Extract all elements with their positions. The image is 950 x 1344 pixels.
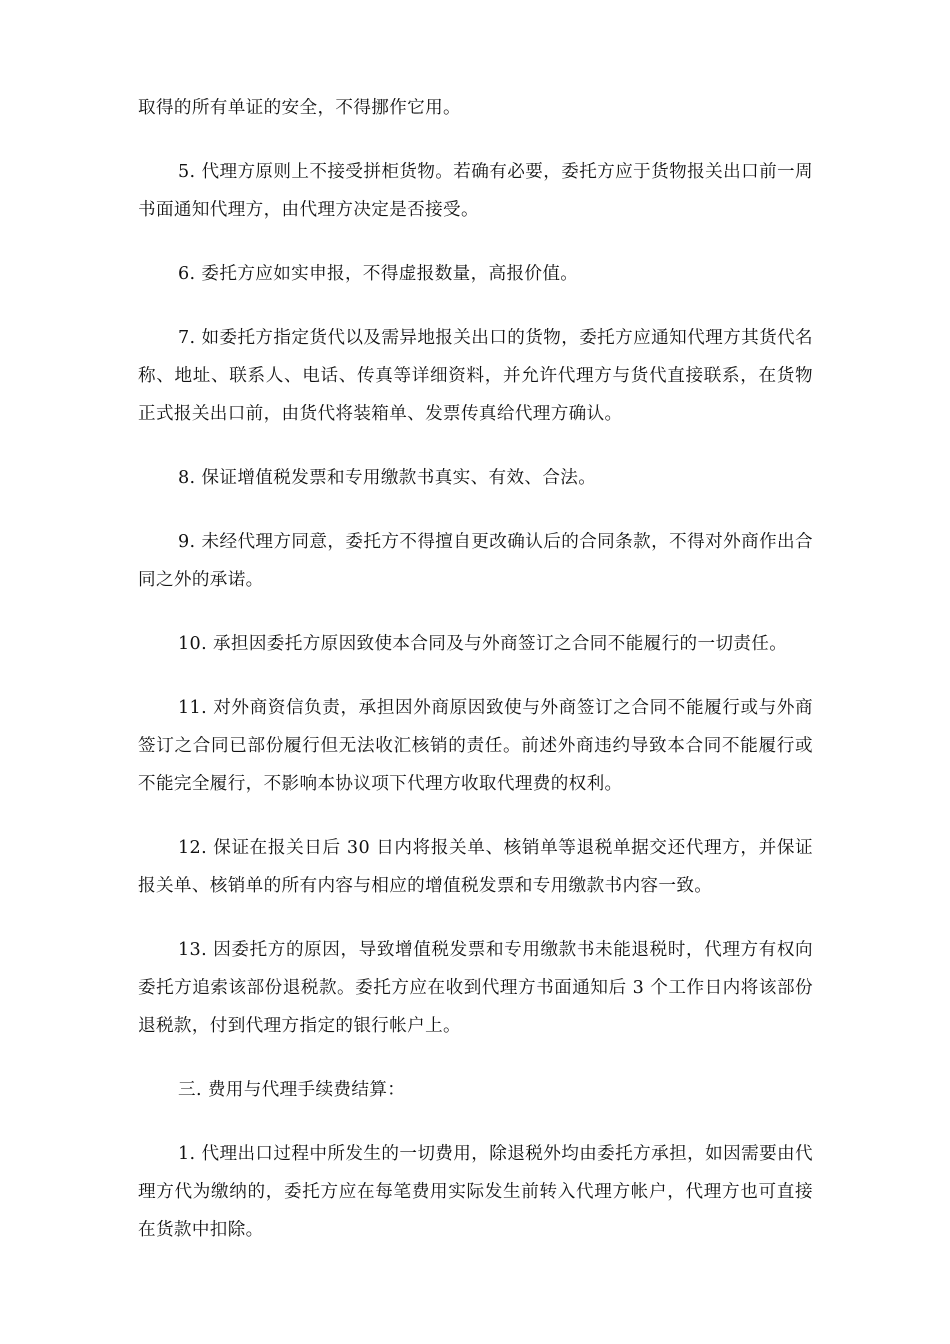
- paragraph-clause-7: 7. 如委托方指定货代以及需异地报关出口的货物，委托方应通知代理方其货代名称、地址、联系人、电话、传真等详细资料，并允许代理方与货代直接联系，在货物正式报关出口前，由货代将装箱单、发票传真给代理方确认。: [138, 328, 813, 424]
- paragraph-clause-8: 8. 保证增值税发票和专用缴款书真实、有效、合法。: [178, 468, 597, 488]
- paragraph-fees-clause-1: 1. 代理出口过程中所发生的一切费用，除退税外均由委托方承担，如因需要由代理方代为缴纳的，委托方应在每笔费用实际发生前转入代理方帐户，代理方也可直接在货款中扣除。: [138, 1144, 813, 1240]
- section-heading-fees: 三. 费用与代理手续费结算：: [178, 1080, 406, 1100]
- paragraph-clause-13: 13. 因委托方的原因，导致增值税发票和专用缴款书未能退税时，代理方有权向委托方追索该部份退税款。委托方应在收到代理方书面通知后 3 个工作日内将该部份退税款，付到代理方指定的银行帐户上。: [138, 940, 813, 1036]
- paragraph-clause-5: 5. 代理方原则上不接受拼柜货物。若确有必要，委托方应于货物报关出口前一周书面通知代理方，由代理方决定是否接受。: [138, 162, 813, 220]
- paragraph-clause-9: 9. 未经代理方同意，委托方不得擅自更改确认后的合同条款，不得对外商作出合同之外的承诺。: [138, 532, 813, 590]
- paragraph-clause-11: 11. 对外商资信负责，承担因外商原因致使与外商签订之合同不能履行或与外商签订之合同已部份履行但无法收汇核销的责任。前述外商违约导致本合同不能履行或不能完全履行，不影响本协议项下代理方收取代理费的权利。: [138, 698, 813, 794]
- paragraph-clause-6: 6. 委托方应如实申报，不得虚报数量，高报价值。: [178, 264, 579, 284]
- paragraph-continuation: 取得的所有单证的安全，不得挪作它用。: [138, 98, 461, 118]
- paragraph-clause-12: 12. 保证在报关日后 30 日内将报关单、核销单等退税单据交还代理方，并保证报关单、核销单的所有内容与相应的增值税发票和专用缴款书内容一致。: [138, 838, 813, 896]
- paragraph-clause-10: 10. 承担因委托方原因致使本合同及与外商签订之合同不能履行的一切责任。: [178, 634, 788, 654]
- document-body: [138, 89, 813, 1275]
